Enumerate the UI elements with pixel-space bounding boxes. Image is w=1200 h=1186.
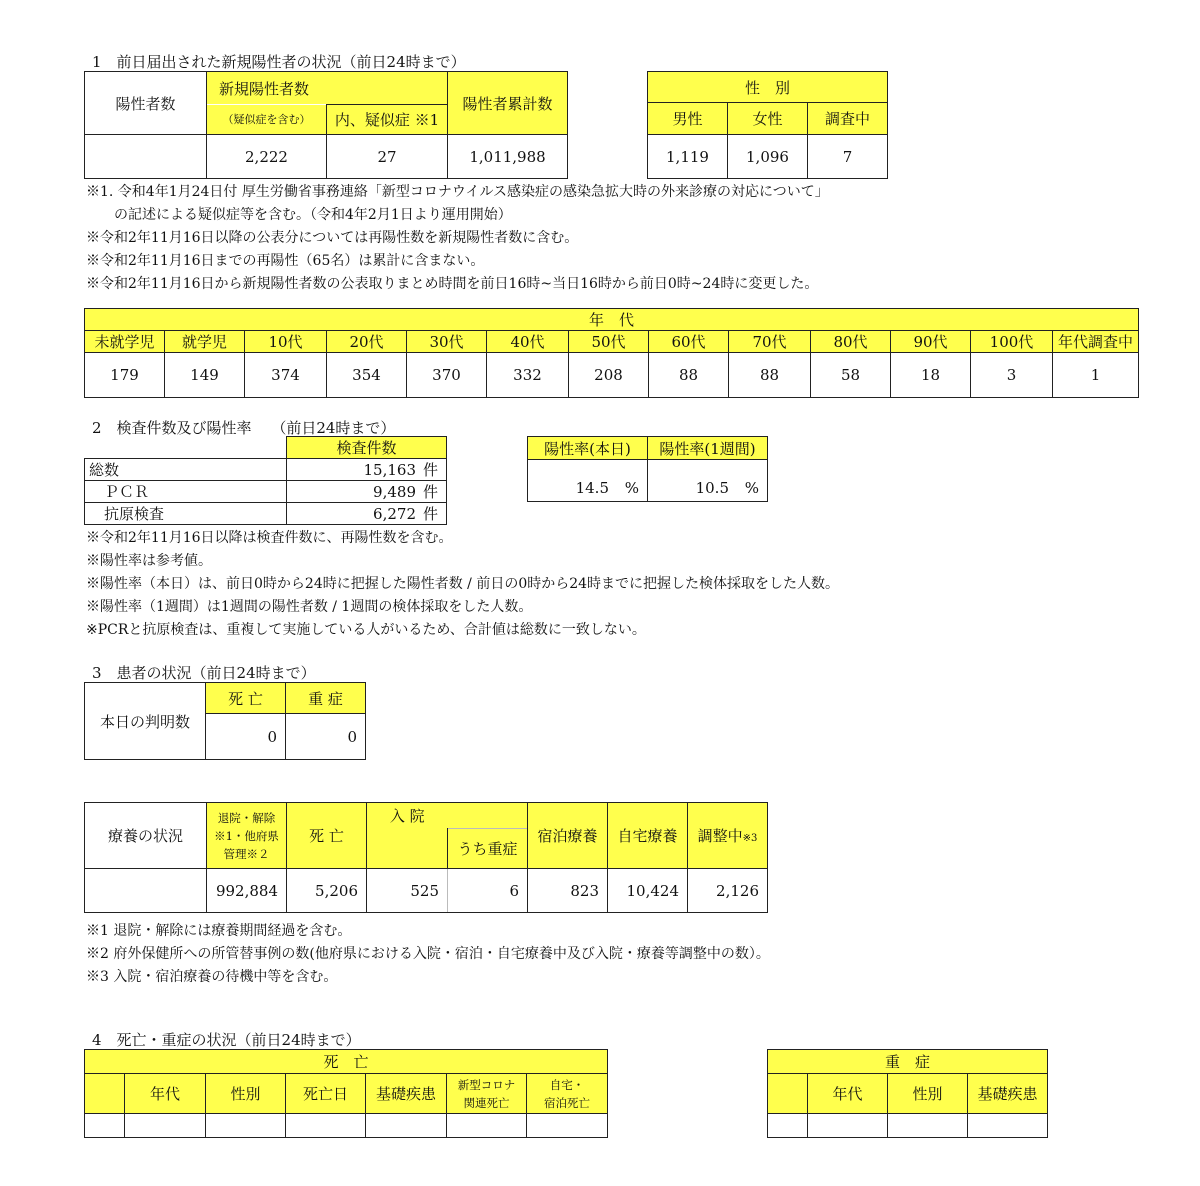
age-label: 60代 bbox=[649, 331, 729, 353]
home-value: 10,424 bbox=[608, 869, 688, 913]
age-value: 354 bbox=[327, 353, 407, 398]
section2-heading: 2 検査件数及び陽性率 （前日24時まで） bbox=[92, 419, 396, 437]
age-value: 332 bbox=[487, 353, 569, 398]
test-row-label: 抗原検査 bbox=[85, 503, 287, 525]
age-label: 80代 bbox=[811, 331, 891, 353]
age-label: 年代調査中 bbox=[1053, 331, 1139, 353]
age-label: 100代 bbox=[971, 331, 1053, 353]
s2-note-5: ※PCRと抗原検査は、重複して実施している人がいるため、合計値は総数に一致しない。 bbox=[86, 622, 646, 638]
hotel-value: 823 bbox=[528, 869, 608, 913]
care-severe-label: うち重症 bbox=[448, 829, 528, 869]
age-label: 70代 bbox=[729, 331, 811, 353]
test-row-label: 総数 bbox=[85, 459, 287, 481]
care-note-2: ※2 府外保健所への所管替事例の数(他府県における入院・宿泊・自宅療養中及び入院・療養等調整中の数）。 bbox=[86, 946, 770, 962]
s2-note-4: ※陽性率（1週間）は1週間の陽性者数 / 1週間の検体採取をした人数。 bbox=[86, 599, 533, 615]
age-label: 未就学児 bbox=[85, 331, 165, 353]
hotel-label: 宿泊療養 bbox=[528, 803, 608, 869]
male-label: 男性 bbox=[648, 103, 728, 135]
severe-col-age: 年代 bbox=[808, 1074, 888, 1114]
care-row-label: 療養の状況 bbox=[85, 803, 207, 869]
age-label: 就学児 bbox=[165, 331, 245, 353]
patient-status-table bbox=[84, 682, 366, 760]
age-value: 149 bbox=[165, 353, 245, 398]
death-col-disease: 基礎疾患 bbox=[366, 1074, 447, 1114]
test-count-header: 検査件数 bbox=[287, 437, 447, 459]
death-col-age: 年代 bbox=[125, 1074, 206, 1114]
female-value: 1,096 bbox=[728, 135, 808, 179]
death-col-home-hotel: 自宅・ 宿泊死亡 bbox=[527, 1074, 608, 1114]
care-note-3: ※3 入院・宿泊療養の待機中等を含む。 bbox=[86, 969, 338, 985]
today-row-label: 本日の判明数 bbox=[85, 683, 206, 760]
age-value: 3 bbox=[971, 353, 1053, 398]
severe-col-sex: 性別 bbox=[888, 1074, 968, 1114]
rate-today-value: 14.5 % bbox=[528, 460, 648, 502]
death-col-covid-related: 新型コロナ 関連死亡 bbox=[447, 1074, 527, 1114]
unknown-sex-value: 7 bbox=[808, 135, 888, 179]
s1-note-4: ※令和2年11月16日までの再陽性（65名）は累計に含まない。 bbox=[86, 253, 485, 269]
test-row-label: ＰＣＲ bbox=[85, 481, 287, 503]
s1-note-5: ※令和2年11月16日から新規陽性者数の公表取りまとめ時間を前日16時~当日16時から前日0時~24時に変更した。 bbox=[86, 276, 819, 292]
new-positive-label: 新規陽性者数 bbox=[207, 72, 448, 105]
test-count-table bbox=[84, 436, 447, 525]
age-value: 18 bbox=[891, 353, 971, 398]
age-value: 1 bbox=[1053, 353, 1139, 398]
suspected-value: 27 bbox=[327, 135, 448, 179]
s2-note-1: ※令和2年11月16日以降は検査件数に、再陽性数を含む。 bbox=[86, 530, 453, 546]
severe-detail-table bbox=[767, 1049, 1048, 1138]
care-death-label: 死 亡 bbox=[287, 803, 367, 869]
age-value: 374 bbox=[245, 353, 327, 398]
test-row-value: 9,489 件 bbox=[287, 481, 447, 503]
new-positive-value: 2,222 bbox=[207, 135, 327, 179]
new-positive-table bbox=[84, 71, 568, 179]
age-value: 88 bbox=[649, 353, 729, 398]
care-status-table bbox=[84, 802, 768, 913]
age-table bbox=[84, 308, 1139, 398]
severe-value: 0 bbox=[286, 714, 366, 760]
age-label: 90代 bbox=[891, 331, 971, 353]
s1-note-1: ※1. 令和4年1月24日付 厚生労働省事務連絡「新型コロナウイルス感染症の感染急拡大時の外来診療の対応について」 bbox=[86, 184, 829, 200]
death-label: 死 亡 bbox=[206, 683, 286, 714]
unknown-sex-label: 調査中 bbox=[808, 103, 888, 135]
age-header: 年 代 bbox=[85, 309, 1139, 331]
death-detail-header: 死 亡 bbox=[85, 1050, 608, 1074]
adjusting-value: 2,126 bbox=[688, 869, 768, 913]
severe-col-disease: 基礎疾患 bbox=[968, 1074, 1048, 1114]
suspected-label: 内、疑似症 ※1 bbox=[327, 105, 448, 135]
age-value: 370 bbox=[407, 353, 487, 398]
age-value: 58 bbox=[811, 353, 891, 398]
care-death-value: 5,206 bbox=[287, 869, 367, 913]
severe-label: 重 症 bbox=[286, 683, 366, 714]
rate-today-label: 陽性率(本日) bbox=[528, 437, 648, 460]
age-label: 30代 bbox=[407, 331, 487, 353]
section3-heading: 3 患者の状況（前日24時まで） bbox=[92, 664, 316, 682]
s1-note-3: ※令和2年11月16日以降の公表分については再陽性数を新規陽性者数に含む。 bbox=[86, 230, 579, 246]
age-label: 20代 bbox=[327, 331, 407, 353]
death-value: 0 bbox=[206, 714, 286, 760]
home-label: 自宅療養 bbox=[608, 803, 688, 869]
age-value: 179 bbox=[85, 353, 165, 398]
sex-table bbox=[647, 71, 888, 179]
care-note-1: ※1 退院・解除には療養期間経過を含む。 bbox=[86, 923, 352, 939]
age-value: 208 bbox=[569, 353, 649, 398]
section1-heading: 1 前日届出された新規陽性者の状況（前日24時まで） bbox=[92, 53, 466, 71]
female-label: 女性 bbox=[728, 103, 808, 135]
age-label: 40代 bbox=[487, 331, 569, 353]
hospital-value: 525 bbox=[367, 869, 448, 913]
death-detail-table bbox=[84, 1049, 608, 1138]
s2-note-2: ※陽性率は参考値。 bbox=[86, 553, 212, 569]
age-label: 50代 bbox=[569, 331, 649, 353]
cumulative-label: 陽性者累計数 bbox=[448, 72, 568, 135]
s1-note-2: の記述による疑似症等を含む。（令和4年2月1日より運用開始） bbox=[86, 207, 512, 223]
test-row-value: 15,163 件 bbox=[287, 459, 447, 481]
adjusting-label: 調整中※3 bbox=[688, 803, 768, 869]
age-label: 10代 bbox=[245, 331, 327, 353]
test-row-value: 6,272 件 bbox=[287, 503, 447, 525]
positivity-rate-table bbox=[527, 436, 768, 502]
death-col-date: 死亡日 bbox=[286, 1074, 366, 1114]
section4-heading: 4 死亡・重症の状況（前日24時まで） bbox=[92, 1031, 361, 1049]
discharge-label: 退院・解除 ※1・他府県 管理※２ bbox=[207, 803, 287, 869]
rate-week-label: 陽性率(1週間) bbox=[648, 437, 768, 460]
discharge-value: 992,884 bbox=[207, 869, 287, 913]
death-col-sex: 性別 bbox=[206, 1074, 286, 1114]
male-value: 1,119 bbox=[648, 135, 728, 179]
hospital-label: 入 院 bbox=[367, 803, 448, 829]
positive-row-label: 陽性者数 bbox=[85, 72, 207, 135]
care-severe-value: 6 bbox=[448, 869, 528, 913]
sex-header: 性 別 bbox=[648, 72, 888, 103]
severe-detail-header: 重 症 bbox=[768, 1050, 1048, 1074]
new-positive-sub: （疑似症を含む） bbox=[207, 105, 327, 135]
age-value: 88 bbox=[729, 353, 811, 398]
s2-note-3: ※陽性率（本日）は、前日0時から24時に把握した陽性者数 / 前日の0時から24時までに把握した検体採取をした人数。 bbox=[86, 576, 840, 592]
rate-week-value: 10.5 % bbox=[648, 460, 768, 502]
cumulative-value: 1,011,988 bbox=[448, 135, 568, 179]
